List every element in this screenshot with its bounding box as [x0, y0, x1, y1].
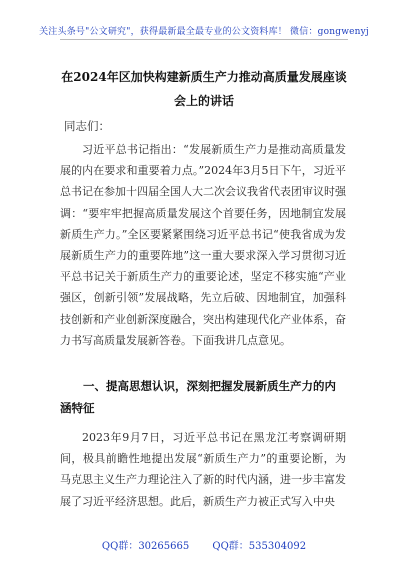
footer — [0, 537, 408, 552]
banner-divider — [60, 39, 348, 40]
section-heading: 一、提高思想认识，深刻把握发展新质生产力的内涵特征 — [60, 379, 336, 415]
top-banner: 关注头条号"公文研究"，获得最新最全最专业的公文资料库！ 微信：gongwenyj — [39, 27, 369, 37]
salutation: 同志们： — [64, 119, 110, 133]
section-paragraph: 2023年9月7日，习近平总书记在黑龙江考察调研期间，极具前瞻性地提出发展“新质生产力”的重要论断，为马克思主义生产力理论注入了新的时代内涵，进一步丰富发展了习近平经济思想。此后，新质生产力被正式写入中央 — [60, 431, 346, 508]
page-title: 在2024年区加快构建新质生产力推动高质量发展座谈会上的讲话 — [61, 70, 347, 108]
body-paragraph: 习近平总书记指出：“发展新质生产力是推动高质量发展的内在要求和重要着力点。”2024年3月5日下午，习近平总书记在参加十四届全国人大二次会议我省代表团审议时强调：“要牢牢把握高质量发展这个首要任务，因地制宜发展新质生产力。”全区要紧紧围绕习近平总书记“使我省成为发展新质生产力的重要阵地”这一重大要求深入学习贯彻习近平总书记关于新质生产力的重要论述，坚定不移实施“产业强区，创新引领”发展战略，先立后破、因地制宜，加强科技创新和产业创新深度融合，突出构建现代化产业体系，奋力书写高质量发展新答卷。下面我讲几点意见。 — [60, 143, 346, 347]
footer-qq-group-1: QQ群：30265665 — [101, 541, 190, 552]
footer-qq-group-2: QQ群：535304092 — [212, 541, 307, 552]
